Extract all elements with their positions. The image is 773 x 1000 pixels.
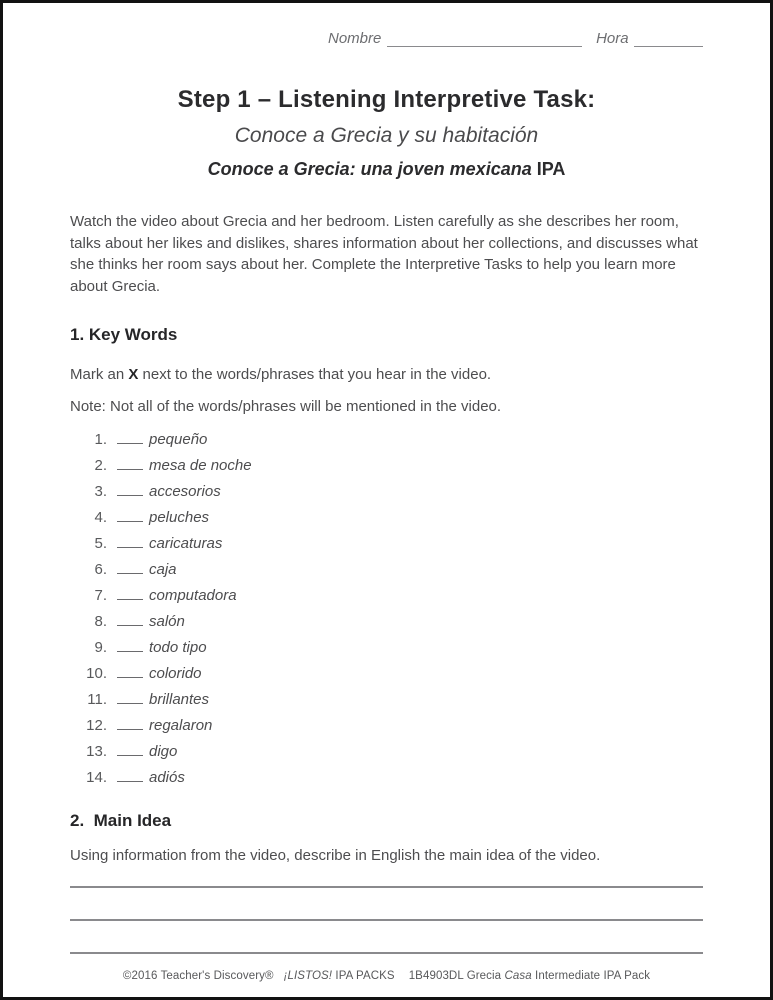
keyword-item	[70, 583, 703, 609]
keyword-answer-blank[interactable]	[117, 639, 143, 652]
keyword-answer-blank[interactable]	[117, 509, 143, 522]
keyword-answer-blank[interactable]	[117, 691, 143, 704]
keyword-word: pequeño	[149, 431, 208, 448]
instruction-post: next to the words/phrases that you hear in the video.	[138, 366, 492, 383]
keyword-word: accesorios	[149, 483, 221, 500]
keyword-answer-blank[interactable]	[117, 769, 143, 782]
name-hour-header	[328, 29, 703, 47]
hora-blank-line[interactable]	[634, 31, 703, 47]
keyword-item	[70, 609, 703, 635]
footer-brand	[284, 970, 395, 982]
keyword-word: adiós	[149, 769, 185, 786]
footer-code-pre: 1B4903DL Grecia	[408, 970, 505, 982]
keyword-number: 12.	[86, 717, 107, 734]
footer-code-suffix: Intermediate IPA Pack	[531, 970, 651, 982]
keyword-word: caricaturas	[149, 535, 223, 552]
keyword-answer-blank[interactable]	[117, 431, 143, 444]
nombre-label: Nombre	[328, 30, 382, 47]
keyword-item	[70, 713, 703, 739]
answer-line[interactable]	[70, 866, 703, 888]
keyword-word: brillantes	[149, 691, 210, 708]
keyword-number: 11.	[87, 691, 107, 708]
footer-product-code	[409, 970, 650, 982]
section2-heading: 2. Main Idea	[70, 811, 172, 830]
keyword-answer-blank[interactable]	[117, 457, 143, 470]
keyword-number: 8.	[94, 613, 107, 630]
answer-line[interactable]	[70, 921, 703, 954]
instruction-pre: Mark an	[70, 366, 129, 383]
page-subtitle: Conoce a Grecia y su habitación	[234, 124, 539, 147]
keyword-item	[70, 427, 703, 453]
keyword-number: 6.	[94, 561, 107, 578]
instruction-x: X	[128, 366, 139, 383]
keyword-number: 2.	[94, 457, 107, 474]
footer-brand-suffix: IPA PACKS	[332, 970, 395, 982]
keyword-item	[70, 765, 703, 791]
keyword-item	[70, 505, 703, 531]
keyword-number: 1.	[94, 431, 107, 448]
keyword-word: regalaron	[149, 717, 213, 734]
keyword-answer-blank[interactable]	[117, 743, 143, 756]
answer-line[interactable]	[70, 888, 703, 921]
keyword-number: 7.	[94, 587, 107, 604]
keyword-item	[70, 531, 703, 557]
hora-label: Hora	[596, 30, 629, 47]
keyword-number: 14.	[86, 769, 107, 786]
nombre-blank-line[interactable]	[387, 31, 582, 47]
ipa-title-suffix: IPA	[531, 159, 566, 179]
footer-brand-italic: ¡LISTOS!	[283, 970, 333, 982]
keyword-word: colorido	[149, 665, 202, 682]
keyword-answer-blank[interactable]	[117, 535, 143, 548]
page-title: Step 1 – Listening Interpretive Task:	[177, 86, 596, 113]
keyword-number: 3.	[94, 483, 107, 500]
footer-copyright: ©2016 Teacher's Discovery®	[122, 970, 274, 982]
keyword-answer-blank[interactable]	[117, 587, 143, 600]
keyword-answer-blank[interactable]	[117, 613, 143, 626]
keyword-item	[70, 661, 703, 687]
section1-heading: 1. Key Words	[70, 325, 178, 344]
intro-paragraph: Watch the video about Grecia and her bedroom. Listen carefully as she describes her room, talks about her likes and dislikes, shares information about her collections, and discusses what she thinks her room says about her. Complete the Interpretive Tasks to help you learn more about Grecia.	[70, 213, 698, 295]
keyword-word: peluches	[149, 509, 210, 526]
keyword-item	[70, 739, 703, 765]
footer	[70, 970, 703, 982]
keyword-list	[70, 427, 703, 791]
ipa-title	[70, 158, 703, 181]
keyword-item	[70, 635, 703, 661]
keyword-word: mesa de noche	[149, 457, 252, 474]
keyword-word: digo	[149, 743, 178, 760]
keyword-answer-blank[interactable]	[117, 665, 143, 678]
keyword-number: 10.	[86, 665, 107, 682]
keyword-word: caja	[149, 561, 177, 578]
section2-instruction: Using information from the video, describe in English the main idea of the video.	[70, 847, 601, 864]
keyword-number: 9.	[94, 639, 107, 656]
section1-note: Note: Not all of the words/phrases will be mentioned in the video.	[70, 398, 502, 415]
ipa-title-italic: Conoce a Grecia: una joven mexicana	[207, 159, 532, 179]
section1-instruction	[70, 364, 703, 385]
keyword-word: salón	[149, 613, 185, 630]
answer-lines	[70, 866, 703, 954]
keyword-word: todo tipo	[149, 639, 207, 656]
keyword-answer-blank[interactable]	[117, 483, 143, 496]
keyword-item	[70, 453, 703, 479]
keyword-item	[70, 479, 703, 505]
keyword-answer-blank[interactable]	[117, 717, 143, 730]
keyword-number: 4.	[94, 509, 107, 526]
keyword-number: 13.	[86, 743, 107, 760]
keyword-item	[70, 557, 703, 583]
keyword-item	[70, 687, 703, 713]
keyword-number: 5.	[94, 535, 107, 552]
keyword-answer-blank[interactable]	[117, 561, 143, 574]
keyword-word: computadora	[149, 587, 237, 604]
footer-code-italic: Casa	[504, 970, 532, 982]
